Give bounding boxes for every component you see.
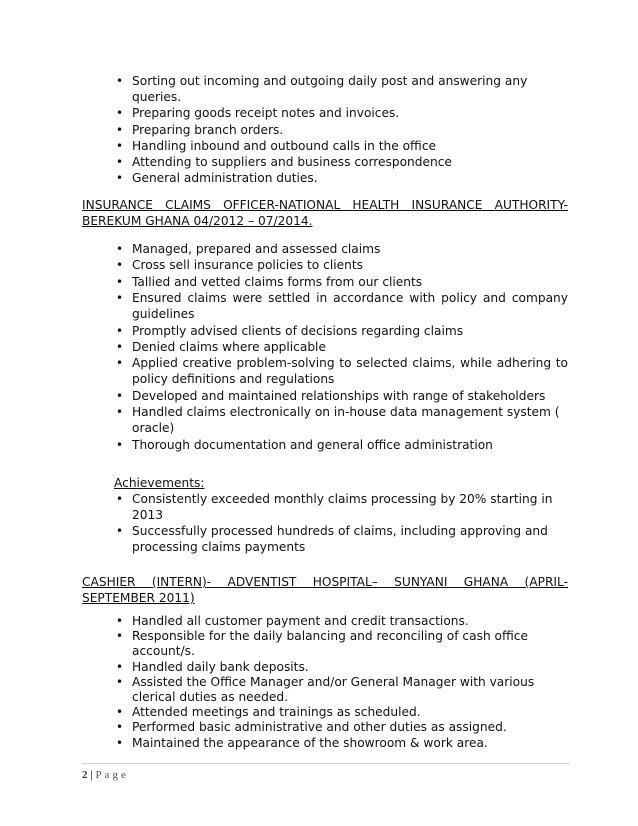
list-item: • Attending to suppliers and business correspondence (114, 154, 568, 170)
list-item: • Applied creative problem-solving to selected claims, while adhering to policy definitions and regulations (114, 355, 568, 387)
job-heading-insurance-claims-officer (82, 197, 568, 229)
duties-list-previous-job (114, 73, 568, 187)
list-item: • Handling inbound and outbound calls in the office (114, 138, 568, 154)
list-item: • Attended meetings and trainings as scheduled. (114, 705, 568, 720)
list-item: • Preparing goods receipt notes and invoices. (114, 105, 568, 121)
list-item: • Performed basic administrative and other duties as assigned. (114, 720, 568, 735)
duties-list-insurance (114, 241, 568, 453)
duties-list-cashier (114, 614, 568, 751)
list-item: • Managed, prepared and assessed claims (114, 241, 568, 257)
job-heading-line2: SEPTEMBER 2011) (82, 591, 195, 605)
page-label: Page (95, 769, 129, 781)
list-item: • Assisted the Office Manager and/or General Manager with various clerical duties as needed. (114, 675, 568, 705)
list-item: • Cross sell insurance policies to clients (114, 257, 568, 273)
list-item: • General administration duties. (114, 170, 568, 186)
list-item: • Handled daily bank deposits. (114, 660, 568, 675)
list-item: • Preparing branch orders. (114, 122, 568, 138)
list-item: • Developed and maintained relationships with range of stakeholders (114, 388, 568, 404)
list-item: • Denied claims where applicable (114, 339, 568, 355)
list-item: • Consistently exceeded monthly claims processing by 20% starting in 2013 (114, 491, 568, 523)
list-item: • Successfully processed hundreds of claims, including approving and processing claims payments (114, 523, 568, 555)
footer-separator: | (90, 769, 93, 781)
list-item: • Sorting out incoming and outgoing daily post and answering any queries. (114, 73, 568, 105)
list-item: • Promptly advised clients of decisions regarding claims (114, 323, 568, 339)
achievements-label: Achievements: (114, 476, 205, 490)
list-item: • Ensured claims were settled in accordance with policy and company guidelines (114, 290, 568, 322)
list-item: • Maintained the appearance of the showroom & work area. (114, 736, 568, 751)
list-item: • Handled claims electronically on in-house data management system ( oracle) (114, 404, 568, 436)
job-heading-cashier-intern (82, 574, 568, 606)
job-heading-line1: INSURANCE CLAIMS OFFICER-NATIONAL HEALTH INSURANCE AUTHORITY- (82, 198, 568, 212)
job-heading-line1: CASHIER (INTERN)- ADVENTIST HOSPITAL– SUNYANI GHANA (APRIL- (82, 575, 568, 589)
job-heading-line2: BEREKUM GHANA 04/2012 – 07/2014. (82, 214, 313, 228)
list-item: • Tallied and vetted claims forms from our clients (114, 274, 568, 290)
page-number: 2 (82, 769, 88, 781)
achievements-list (114, 491, 568, 556)
list-item: • Thorough documentation and general office administration (114, 437, 568, 453)
footer-divider (82, 763, 570, 764)
list-item: • Handled all customer payment and credit transactions. (114, 614, 568, 629)
list-item: • Responsible for the daily balancing and reconciling of cash office account/s. (114, 629, 568, 659)
page-footer (82, 769, 129, 781)
